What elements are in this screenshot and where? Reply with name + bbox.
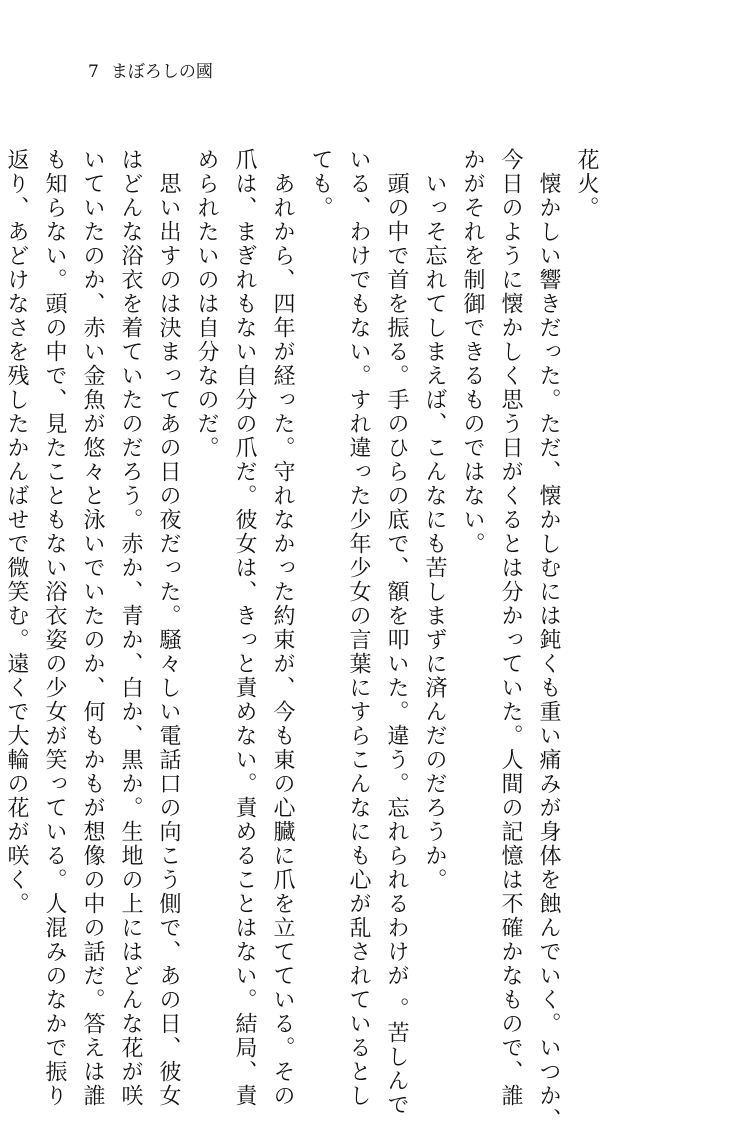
text-line: 思い出すのは決まってあの日の夜だった。騒々しい電話口の向こう側で、あの日、彼女 bbox=[156, 148, 181, 1108]
text-line: いる、わけでもない。すれ違った少年少女の言葉にすらこんなにも心が乱されているとし bbox=[346, 148, 371, 1108]
text-line: 返り、あどけなさを残したかんばせで微笑む。遠くで大輪の花が咲く。 bbox=[4, 148, 29, 916]
page-number: 7 bbox=[88, 62, 99, 82]
text-line: いっそ忘れてしまえば、こんなにも苦しまずに済んだのだろうか。 bbox=[422, 148, 447, 892]
text-line: いていたのか、赤い金魚が悠々と泳いでいたのか、何もかもが想像の中の話だ。答えは誰 bbox=[80, 148, 105, 1108]
body-text bbox=[0, 148, 605, 1132]
text-line: 懐かしい響きだった。ただ、懐かしむには鈍くも重い痛みが身体を蝕んでいく。いつか、 bbox=[536, 148, 561, 1132]
text-line: 花火。 bbox=[574, 148, 599, 220]
text-line: 爪は、まぎれもない自分の爪だ。彼女は、きっと責めない。責めることはない。結局、責 bbox=[232, 148, 257, 1108]
chapter-title: まぼろしの國 bbox=[110, 62, 213, 82]
text-line: かがそれを制御できるものではない。 bbox=[460, 148, 485, 556]
text-line: められたいのは自分なのだ。 bbox=[194, 148, 219, 460]
text-line: あれから、四年が経った。守れなかった約束が、今も東の心臓に爪を立てている。その bbox=[270, 148, 295, 1108]
text-line: はどんな浴衣を着ていたのだろう。赤か、青か、白か、黒か。生地の上にはどんな花が咲 bbox=[118, 148, 143, 1108]
text-line: 頭の中で首を振る。手のひらの底で、額を叩いた。違う。忘れられるわけが 。苦しんで bbox=[384, 148, 409, 1117]
text-line: 今日のように懐かしく思う日がくるとは分かっていた。人間の記憶は不確かなもので、誰 bbox=[498, 148, 523, 1108]
text-line: ても。 bbox=[308, 148, 333, 220]
running-header bbox=[88, 64, 213, 81]
text-line: も知らない。頭の中で、見たこともない浴衣姿の少女が笑っている。人混みのなかで振り bbox=[42, 148, 67, 1108]
